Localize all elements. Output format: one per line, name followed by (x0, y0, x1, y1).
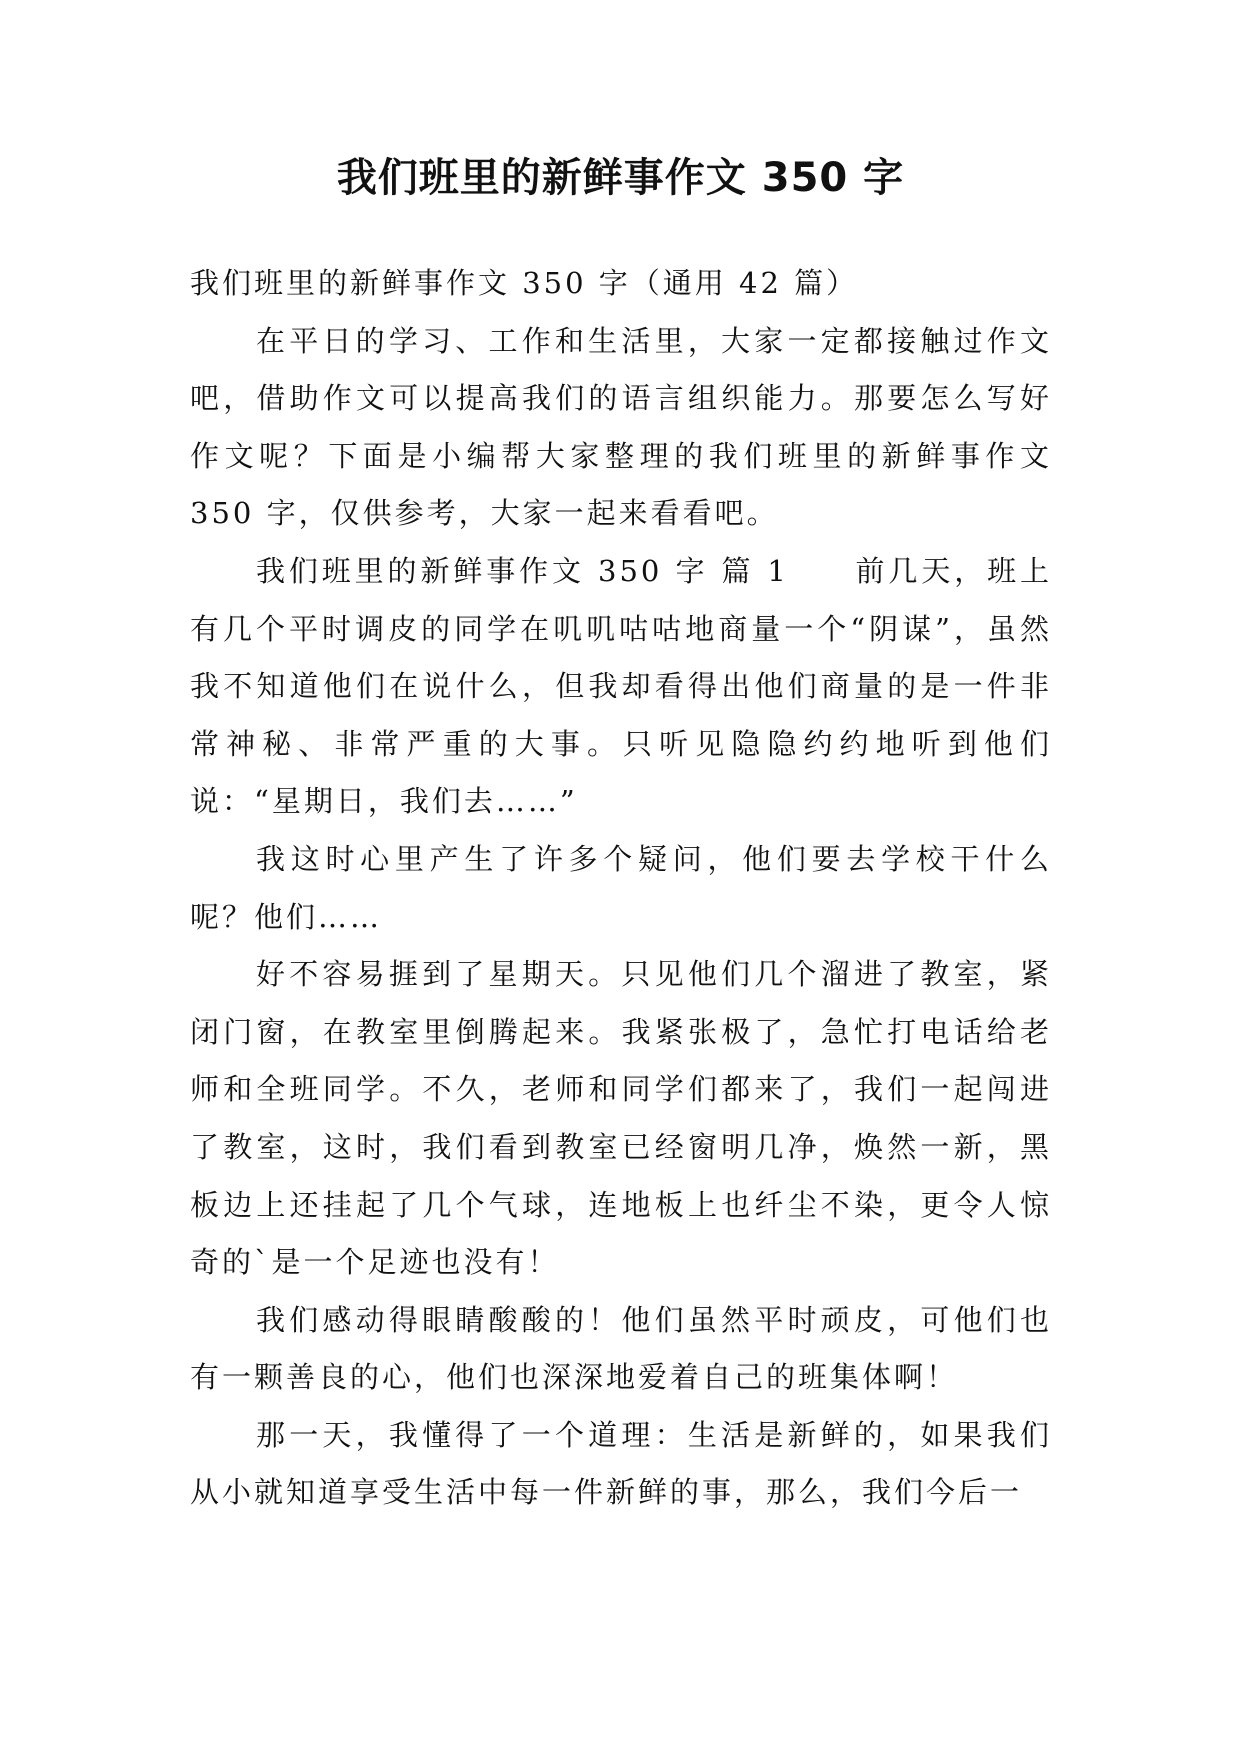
paragraph-moved: 我们感动得眼睛酸酸的！他们虽然平时顽皮，可他们也有一颗善良的心，他们也深深地爱着自己的班集体啊！ (190, 1302, 1052, 1395)
document-body (190, 255, 1052, 1522)
document-title: 我们班里的新鲜事作文 350 字 (336, 155, 905, 201)
paragraph-intro: 在平日的学习、工作和生活里，大家一定都接触过作文吧，借助作文可以提高我们的语言组织能力。那要怎么写好作文呢？下面是小编帮大家整理的我们班里的新鲜事作文 350 字，仅供参考，大家一起来看看吧。 (190, 323, 1052, 531)
paragraph-sunday: 好不容易捱到了星期天。只见他们几个溜进了教室，紧闭门窗，在教室里倒腾起来。我紧张极了，急忙打电话给老师和全班同学。不久，老师和同学们都来了，我们一起闯进了教室，这时，我们看到教室已经窗明几净，焕然一新，黑板边上还挂起了几个气球，连地板上也纤尘不染，更令人惊奇的`是一个足迹也没有！ (190, 957, 1052, 1280)
document-subtitle: 我们班里的新鲜事作文 350 字（通用 42 篇） (190, 266, 859, 300)
paragraph-lesson: 那一天，我懂得了一个道理：生活是新鲜的，如果我们从小就知道享受生活中每一件新鲜的事，那么，我们今后一 (190, 1417, 1052, 1510)
paragraph-question: 我这时心里产生了许多个疑问，他们要去学校干什么呢？他们…… (190, 841, 1052, 934)
paragraph-essay-1-opening: 我们班里的新鲜事作文 350 字 篇 1 前几天，班上有几个平时调皮的同学在叽叽咕咕地商量一个“阴谋”，虽然我不知道他们在说什么，但我却看得出他们商量的是一件非常神秘、非常严重的大事。只听见隐隐约约地听到他们说：“星期日，我们去……” (190, 553, 1052, 819)
